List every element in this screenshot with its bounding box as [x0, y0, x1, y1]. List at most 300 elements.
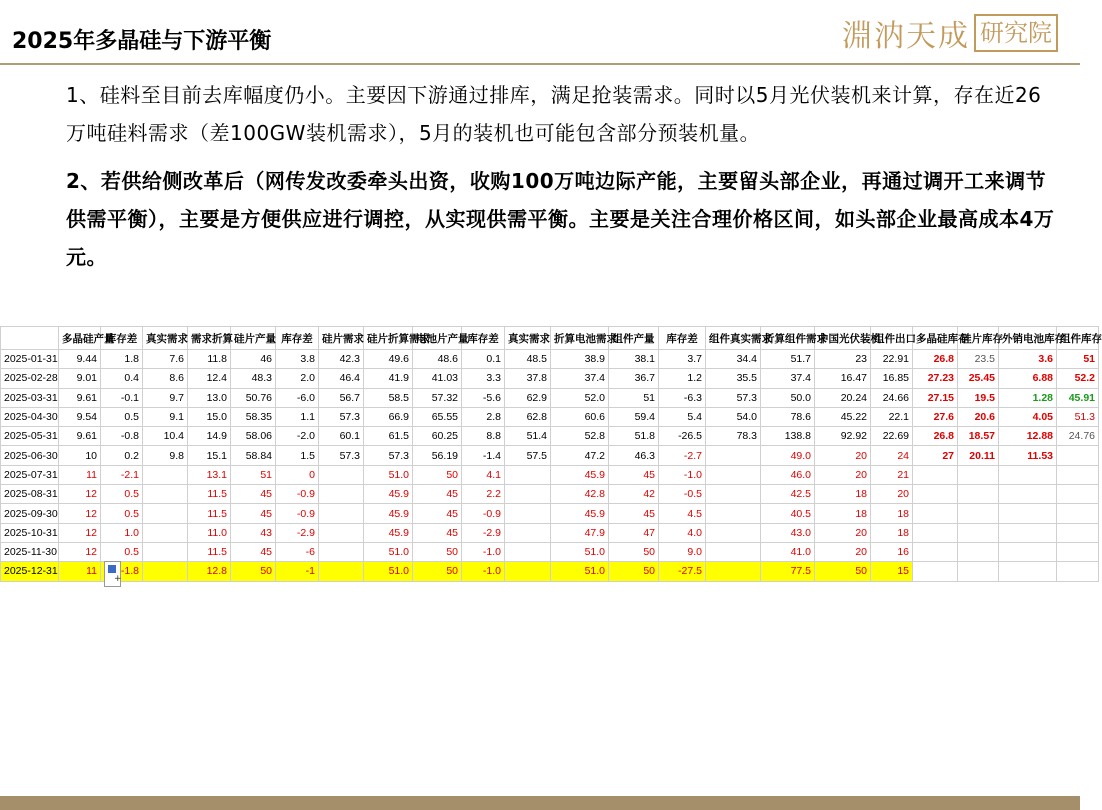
table-cell: 11.5 [188, 542, 231, 561]
table-cell [505, 542, 551, 561]
table-cell: 3.8 [276, 350, 319, 369]
inventory-cell [1057, 485, 1099, 504]
inventory-cell [999, 542, 1057, 561]
table-cell [319, 485, 364, 504]
table-row [1, 446, 1099, 465]
table-cell: 15.1 [188, 446, 231, 465]
column-header: 组件出口 [871, 327, 913, 350]
table-cell: 43.0 [761, 523, 815, 542]
table-cell: 45 [413, 523, 462, 542]
table-cell: 7.6 [143, 350, 188, 369]
table-cell: 1.1 [276, 407, 319, 426]
table-cell: 45.9 [551, 504, 609, 523]
table-cell: -0.9 [462, 504, 505, 523]
table-cell: 51.8 [609, 427, 659, 446]
table-cell: 24.66 [871, 388, 913, 407]
column-header: 多晶硅库存 [913, 327, 958, 350]
column-header: 组件产量 [609, 327, 659, 350]
table-cell: 50.76 [231, 388, 276, 407]
inventory-cell [913, 542, 958, 561]
table-cell: 11.5 [188, 485, 231, 504]
table-cell: 9.7 [143, 388, 188, 407]
table-cell: 45 [413, 485, 462, 504]
table-cell: -0.1 [101, 388, 143, 407]
logo-boxed-text: 研究院 [974, 14, 1058, 52]
table-cell: 20 [815, 542, 871, 561]
table-cell: 58.5 [364, 388, 413, 407]
table-cell: 12 [59, 485, 101, 504]
table-cell [143, 504, 188, 523]
date-cell: 2025-09-30 [1, 504, 59, 523]
inventory-cell [1057, 446, 1099, 465]
table-cell: 49.6 [364, 350, 413, 369]
column-header: 中国光伏装机 [815, 327, 871, 350]
table-cell: 14.9 [188, 427, 231, 446]
inventory-cell: 27.23 [913, 369, 958, 388]
table-cell [319, 523, 364, 542]
table-cell: 56.19 [413, 446, 462, 465]
table-cell: 10 [59, 446, 101, 465]
table-cell: 9.61 [59, 427, 101, 446]
table-cell: 42.8 [551, 485, 609, 504]
date-cell: 2025-04-30 [1, 407, 59, 426]
column-header: 电池片产量 [413, 327, 462, 350]
table-cell: 1.0 [101, 523, 143, 542]
column-header: 组件真实需求 [706, 327, 761, 350]
inventory-cell [1057, 504, 1099, 523]
table-cell: 51.0 [551, 542, 609, 561]
table-cell: -6.3 [659, 388, 706, 407]
table-cell: 57.5 [505, 446, 551, 465]
table-cell [706, 523, 761, 542]
inventory-cell: 27.6 [913, 407, 958, 426]
table-cell: -0.5 [659, 485, 706, 504]
table-cell: 45 [231, 542, 276, 561]
table-cell: 52.0 [551, 388, 609, 407]
inventory-cell: 12.88 [999, 427, 1057, 446]
table-cell: 46 [231, 350, 276, 369]
table-cell: 50 [609, 562, 659, 581]
table-row [1, 562, 1099, 581]
table-cell: 15.0 [188, 407, 231, 426]
table-cell: 57.3 [364, 446, 413, 465]
table-cell: 43 [231, 523, 276, 542]
table-cell: 46.4 [319, 369, 364, 388]
table-cell: 22.69 [871, 427, 913, 446]
table-row [1, 465, 1099, 484]
table-cell [505, 504, 551, 523]
inventory-cell: 19.5 [958, 388, 999, 407]
table-cell [505, 523, 551, 542]
inventory-cell [958, 523, 999, 542]
table-cell: -1.0 [462, 542, 505, 561]
inventory-cell: 1.28 [999, 388, 1057, 407]
table-cell: 38.1 [609, 350, 659, 369]
table-cell: 20.24 [815, 388, 871, 407]
table-cell: 52.8 [551, 427, 609, 446]
column-header: 组件库存 [1057, 327, 1099, 350]
table-cell: 50 [413, 562, 462, 581]
inventory-cell [999, 465, 1057, 484]
table-cell: 12.8 [188, 562, 231, 581]
table-cell: 36.7 [609, 369, 659, 388]
table-cell: -1.4 [462, 446, 505, 465]
table-cell: 4.1 [462, 465, 505, 484]
table-cell: 51.0 [551, 562, 609, 581]
table-cell: 57.3 [319, 446, 364, 465]
table-cell: 92.92 [815, 427, 871, 446]
table-cell: 16 [871, 542, 913, 561]
table-cell: 62.8 [505, 407, 551, 426]
column-header: 硅片库存 [958, 327, 999, 350]
table-cell: 51 [231, 465, 276, 484]
table-cell: 37.8 [505, 369, 551, 388]
inventory-cell: 11.53 [999, 446, 1057, 465]
inventory-cell: 4.05 [999, 407, 1057, 426]
table-cell: -2.1 [101, 465, 143, 484]
inventory-cell: 45.91 [1057, 388, 1099, 407]
inventory-cell [958, 504, 999, 523]
table-cell: 57.32 [413, 388, 462, 407]
table-cell: 46.3 [609, 446, 659, 465]
date-cell: 2025-05-31 [1, 427, 59, 446]
table-cell: 41.9 [364, 369, 413, 388]
inventory-cell: 52.2 [1057, 369, 1099, 388]
column-header: 多晶硅产量 [59, 327, 101, 350]
column-header: 硅片折算需求 [364, 327, 413, 350]
table-cell: 50 [413, 465, 462, 484]
table-cell: 62.9 [505, 388, 551, 407]
date-cell: 2025-07-31 [1, 465, 59, 484]
column-header: 真实需求 [505, 327, 551, 350]
table-cell: 49.0 [761, 446, 815, 465]
column-header: 库存差 [462, 327, 505, 350]
table-cell: 10.4 [143, 427, 188, 446]
column-header: 外销电池库存 [999, 327, 1057, 350]
column-header: 硅片产量 [231, 327, 276, 350]
table-row [1, 542, 1099, 561]
table-cell [706, 542, 761, 561]
table-cell: 66.9 [364, 407, 413, 426]
inventory-cell [999, 562, 1057, 581]
table-row [1, 350, 1099, 369]
table-cell: 11.5 [188, 504, 231, 523]
table-cell: -2.7 [659, 446, 706, 465]
column-header: 库存差 [101, 327, 143, 350]
table-cell: 13.1 [188, 465, 231, 484]
table-cell: 37.4 [761, 369, 815, 388]
table-cell: 50.0 [761, 388, 815, 407]
table-cell: 40.5 [761, 504, 815, 523]
table-cell: 59.4 [609, 407, 659, 426]
inventory-cell [1057, 523, 1099, 542]
header-divider [0, 63, 1080, 65]
table-cell: 45.9 [364, 485, 413, 504]
table-cell: 78.6 [761, 407, 815, 426]
table-cell: 38.9 [551, 350, 609, 369]
column-header: 需求折算 [188, 327, 231, 350]
table-cell: 48.6 [413, 350, 462, 369]
table-cell: 60.6 [551, 407, 609, 426]
table-cell: 16.85 [871, 369, 913, 388]
table-cell: 9.54 [59, 407, 101, 426]
table-cell [706, 504, 761, 523]
table-cell: 45 [609, 465, 659, 484]
table-cell [143, 485, 188, 504]
table-cell: 51.0 [364, 465, 413, 484]
table-cell: 42.5 [761, 485, 815, 504]
table-cell: 22.1 [871, 407, 913, 426]
table-cell [505, 562, 551, 581]
table-cell: 16.47 [815, 369, 871, 388]
table-cell [706, 562, 761, 581]
table-row [1, 407, 1099, 426]
table-cell: 45 [231, 504, 276, 523]
column-header: 库存差 [659, 327, 706, 350]
inventory-cell: 26.8 [913, 427, 958, 446]
table-cell: 1.8 [101, 350, 143, 369]
paragraph-2: 2、若供给侧改革后（网传发改委牵头出资，收购100万吨边际产能，主要留头部企业，再通过调开工来调节供需平衡），主要是方便供应进行调控，从实现供需平衡。主要是关注合理价格区间，如头部企业最高成本4万元。 [66, 169, 1055, 269]
paragraph-1: 1、硅料至目前去库幅度仍小。主要因下游通过排库，满足抢装需求。同时以5月光伏装机来计算，存在近26万吨硅料需求（差100GW装机需求），5月的装机也可能包含部分预装机量。 [66, 83, 1042, 145]
table-row [1, 388, 1099, 407]
inventory-cell [958, 562, 999, 581]
table-cell: 34.4 [706, 350, 761, 369]
table-cell: 8.6 [143, 369, 188, 388]
table-cell [706, 465, 761, 484]
table-cell: 60.1 [319, 427, 364, 446]
table-cell: 42.3 [319, 350, 364, 369]
table-cell [505, 485, 551, 504]
table-cell: 22.91 [871, 350, 913, 369]
table-cell: 12 [59, 542, 101, 561]
table-cell [143, 465, 188, 484]
table-cell: 9.61 [59, 388, 101, 407]
table-cell: 5.4 [659, 407, 706, 426]
table-cell: 12.4 [188, 369, 231, 388]
table-cell: -26.5 [659, 427, 706, 446]
table-cell: 45.9 [364, 523, 413, 542]
table-cell: 9.1 [143, 407, 188, 426]
page-title: 2025年多晶硅与下游平衡 [12, 29, 272, 54]
inventory-cell: 18.57 [958, 427, 999, 446]
table-cell: 18 [871, 504, 913, 523]
inventory-cell [958, 465, 999, 484]
inventory-cell: 23.5 [958, 350, 999, 369]
inventory-cell: 27.15 [913, 388, 958, 407]
footer-bar [0, 796, 1080, 810]
table-cell: 54.0 [706, 407, 761, 426]
table-cell: 0 [276, 465, 319, 484]
inventory-cell [999, 485, 1057, 504]
table-cell: 11.8 [188, 350, 231, 369]
inventory-cell [913, 562, 958, 581]
table-cell: -1.8 [101, 562, 143, 581]
table-cell: -6.0 [276, 388, 319, 407]
table-header [1, 327, 1102, 350]
table-cell: 20 [815, 465, 871, 484]
balance-table [0, 326, 1102, 582]
table-cell: 0.5 [101, 504, 143, 523]
table-row [1, 523, 1099, 542]
table-cell: 0.4 [101, 369, 143, 388]
plus-icon: + [114, 574, 122, 584]
table-cell: 11 [59, 465, 101, 484]
table-cell: 138.8 [761, 427, 815, 446]
table-cell: 3.7 [659, 350, 706, 369]
inventory-cell [958, 542, 999, 561]
paste-options-icon[interactable] [104, 561, 121, 587]
table-cell: 58.84 [231, 446, 276, 465]
table-cell: 47.2 [551, 446, 609, 465]
inventory-cell [913, 485, 958, 504]
table-cell: 20 [815, 523, 871, 542]
table-cell: 20 [815, 446, 871, 465]
table-cell: 57.3 [319, 407, 364, 426]
table-cell: -6 [276, 542, 319, 561]
table-cell: 57.3 [706, 388, 761, 407]
table-cell [319, 542, 364, 561]
table-cell: 48.3 [231, 369, 276, 388]
inventory-cell: 24.76 [1057, 427, 1099, 446]
column-header: 真实需求 [143, 327, 188, 350]
table-cell [143, 542, 188, 561]
table-cell: 3.3 [462, 369, 505, 388]
table-cell: -2.9 [462, 523, 505, 542]
table-cell: 9.01 [59, 369, 101, 388]
table-cell: 60.25 [413, 427, 462, 446]
table-row [1, 504, 1099, 523]
logo-script-text: 淵汭天成 [842, 19, 970, 54]
date-cell: 2025-02-28 [1, 369, 59, 388]
table-cell: 45.9 [364, 504, 413, 523]
table-cell: 1.2 [659, 369, 706, 388]
inventory-cell: 20.6 [958, 407, 999, 426]
inventory-cell: 20.11 [958, 446, 999, 465]
inventory-cell: 25.45 [958, 369, 999, 388]
inventory-cell [958, 485, 999, 504]
table-cell: 2.2 [462, 485, 505, 504]
column-header: 折算组件需求 [761, 327, 815, 350]
column-header: 折算电池需求 [551, 327, 609, 350]
table-cell: 41.0 [761, 542, 815, 561]
table-cell: 12 [59, 504, 101, 523]
inventory-cell: 51.3 [1057, 407, 1099, 426]
table-cell: 0.5 [101, 485, 143, 504]
table-cell: 0.1 [462, 350, 505, 369]
inventory-cell [913, 523, 958, 542]
table-cell: 12 [59, 523, 101, 542]
table-cell: 61.5 [364, 427, 413, 446]
table-cell: 2.8 [462, 407, 505, 426]
table-cell: 41.03 [413, 369, 462, 388]
table-cell: 0.5 [101, 542, 143, 561]
table-cell: -1 [276, 562, 319, 581]
table-cell: 58.06 [231, 427, 276, 446]
table-cell: 1.5 [276, 446, 319, 465]
table-cell: 45 [609, 504, 659, 523]
table-cell: 51.0 [364, 562, 413, 581]
table-cell: 35.5 [706, 369, 761, 388]
table-cell: 4.5 [659, 504, 706, 523]
column-header: 硅片需求 [319, 327, 364, 350]
company-logo [842, 8, 1064, 58]
date-cell: 2025-03-31 [1, 388, 59, 407]
table-cell: 11 [59, 562, 101, 581]
table-cell: 18 [815, 504, 871, 523]
table-cell [143, 523, 188, 542]
table-cell [505, 465, 551, 484]
table-cell: -0.9 [276, 504, 319, 523]
table-cell [706, 485, 761, 504]
table-cell: 11.0 [188, 523, 231, 542]
table-cell: 51.4 [505, 427, 551, 446]
inventory-cell [913, 465, 958, 484]
column-header [1, 327, 59, 350]
date-cell: 2025-06-30 [1, 446, 59, 465]
table-cell: 78.3 [706, 427, 761, 446]
inventory-cell [999, 523, 1057, 542]
table-row [1, 369, 1099, 388]
table-cell: 48.5 [505, 350, 551, 369]
table-cell: 56.7 [319, 388, 364, 407]
table-cell: 15 [871, 562, 913, 581]
table-cell: 8.8 [462, 427, 505, 446]
date-cell: 2025-01-31 [1, 350, 59, 369]
table-cell [319, 465, 364, 484]
table-cell: 50 [231, 562, 276, 581]
inventory-cell [1057, 465, 1099, 484]
date-cell: 2025-11-30 [1, 542, 59, 561]
column-header: 库存差 [276, 327, 319, 350]
table-cell: 45 [413, 504, 462, 523]
table-body [1, 350, 1099, 582]
table-row [1, 485, 1099, 504]
table-cell: 0.5 [101, 407, 143, 426]
inventory-cell [1057, 542, 1099, 561]
table-cell: -1.0 [659, 465, 706, 484]
date-cell: 2025-08-31 [1, 485, 59, 504]
table-cell: 45 [231, 485, 276, 504]
table-cell [319, 504, 364, 523]
inventory-cell: 3.6 [999, 350, 1057, 369]
table-cell: 2.0 [276, 369, 319, 388]
table-cell: 51.0 [364, 542, 413, 561]
table-cell: -2.0 [276, 427, 319, 446]
table-cell: 42 [609, 485, 659, 504]
inventory-cell: 27 [913, 446, 958, 465]
table-cell: 47 [609, 523, 659, 542]
table-cell: 13.0 [188, 388, 231, 407]
table-cell: -0.8 [101, 427, 143, 446]
table-cell: 9.44 [59, 350, 101, 369]
table-cell: 46.0 [761, 465, 815, 484]
table-cell: 65.55 [413, 407, 462, 426]
date-cell: 2025-12-31 [1, 562, 59, 581]
table-cell: 47.9 [551, 523, 609, 542]
table-cell: 0.2 [101, 446, 143, 465]
table-cell: -2.9 [276, 523, 319, 542]
table-cell: 23 [815, 350, 871, 369]
inventory-cell: 6.88 [999, 369, 1057, 388]
table-cell: 45.22 [815, 407, 871, 426]
table-cell [143, 562, 188, 581]
table-cell: 58.35 [231, 407, 276, 426]
table-cell: 50 [413, 542, 462, 561]
clipboard-icon [108, 565, 116, 573]
table-cell: -0.9 [276, 485, 319, 504]
table-cell: 50 [609, 542, 659, 561]
table-cell: 4.0 [659, 523, 706, 542]
